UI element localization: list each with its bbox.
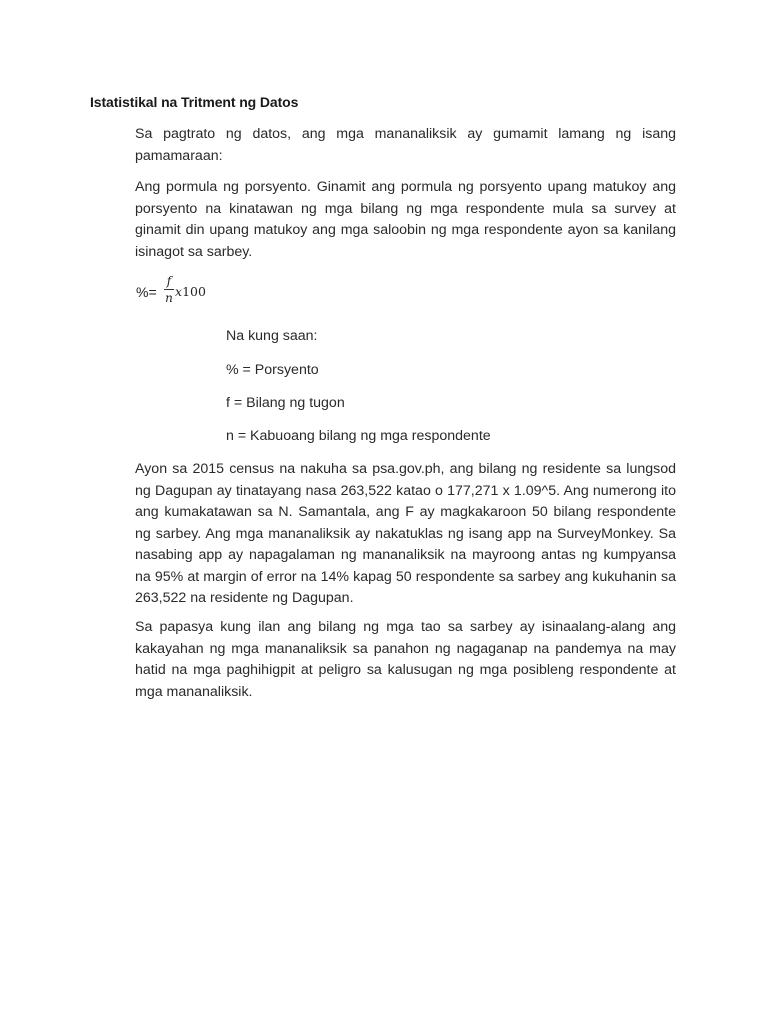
paragraph-intro: Sa pagtrato ng datos, ang mga mananaliksik ay gumamit lamang ng isang pamamaraan: bbox=[135, 126, 676, 164]
formula-lhs: %= bbox=[136, 284, 157, 300]
formula-hundred: 100 bbox=[182, 284, 206, 299]
section-heading: Istatistikal na Tritment ng Datos bbox=[90, 94, 299, 110]
legend-item: n = Kabuoang bilang ng mga respondente bbox=[226, 428, 491, 444]
legend-item: % = Porsyento bbox=[226, 362, 319, 378]
legend-intro: Na kung saan: bbox=[226, 328, 318, 344]
formula-multiplier bbox=[175, 284, 206, 299]
paragraph-percentage-formula: Ang pormula ng porsyento. Ginamit ang pormula ng porsyento upang matukoy ang porsyento na kinatawan ng mga bilang ng mga respondente mula sa survey at ginamit din upang matukoy ang mga saloobin ng mga respondente ayon sa kanilang isinagot sa sarbey. bbox=[135, 179, 676, 260]
formula-denominator: n bbox=[165, 291, 173, 305]
formula-numerator: f bbox=[166, 274, 172, 288]
paragraph-census: Ayon sa 2015 census na nakuha sa psa.gov.ph, ang bilang ng residente sa lungsod ng Dagupan ay tinatayang nasa 263,522 katao o 177,271 x 1.09^5. Ang numerong ito ang kumakatawan sa N. Samantala, ang F ay magkakaroon 50 bilang respondente ng sarbey. Ang mga mananaliksik ay nakatuklas ng isang app na SurveyMonkey. Sa nasabing app ay napagalaman ng mananaliksik na mayroong antas ng kumpyansa na 95% at margin of error na 14% kapag 50 respondente sa sarbey ang kukuhanin sa 263,522 na residente ng Dagupan. bbox=[135, 461, 676, 606]
legend-item: f = Bilang ng tugon bbox=[226, 395, 345, 411]
formula-times: x bbox=[175, 284, 183, 299]
paragraph-sample-decision: Sa papasya kung ilan ang bilang ng mga tao sa sarbey ay isinaalang-alang ang kakayahan ng mga mananaliksik sa panahon ng nagaganap na pandemya na may hatid na mga paghihigpit at peligro sa kalusugan ng mga posibleng respondente at mga mananaliksik. bbox=[135, 619, 676, 700]
formula-fraction bbox=[163, 274, 175, 305]
